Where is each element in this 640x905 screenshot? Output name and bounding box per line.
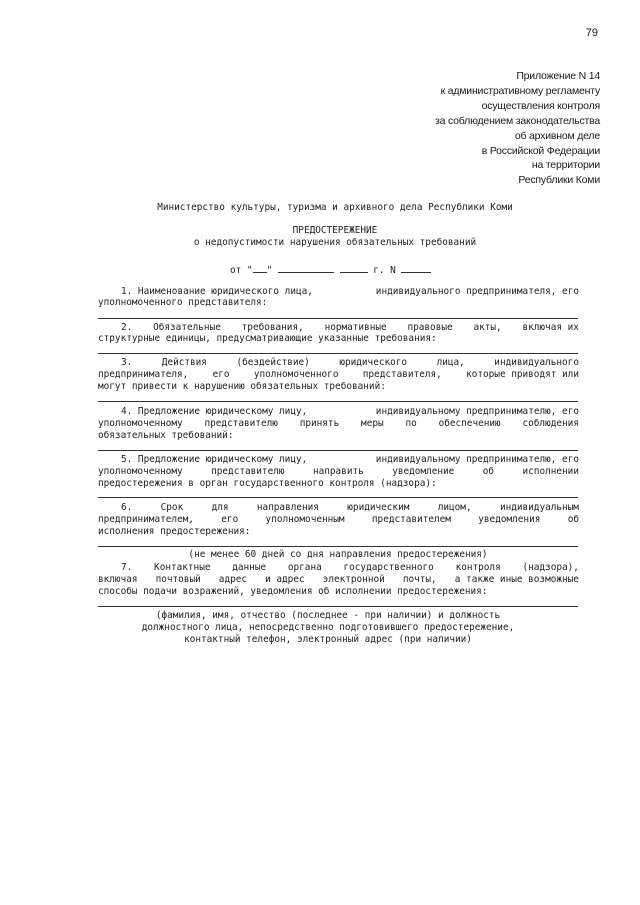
fill-line bbox=[98, 401, 578, 402]
signature-caption-line: контактный телефон, электронный адрес (при наличии) bbox=[184, 634, 472, 645]
document-title: ПРЕДОСТЕРЕЖЕНИЕ bbox=[292, 225, 378, 236]
date-quote: " bbox=[266, 265, 273, 276]
year-blank bbox=[340, 263, 368, 273]
item-7-line-1: 7. Контактные данные органа государственного контроля (надзора), bbox=[121, 562, 579, 573]
item-5-line-1: 5. Предложение юридическому лицу, индивидуальному предпринимателю, его bbox=[121, 454, 579, 465]
page-number: 79 bbox=[585, 27, 598, 39]
appendix-line: осуществления контроля bbox=[481, 99, 600, 112]
item-1-line-2: уполномоченного представителя: bbox=[98, 297, 268, 308]
item-2-line-1: 2. Обязательные требования, нормативные правовые акты, включая их bbox=[121, 322, 579, 333]
appendix-line: к административному регламенту bbox=[440, 84, 600, 97]
fill-line bbox=[98, 546, 578, 547]
item-7-line-3: способы подачи возражений, уведомления об исполнении предостережения: bbox=[98, 586, 488, 597]
item-3-line-2: предпринимателя, его уполномоченного представителя, которые приводят или bbox=[98, 369, 579, 380]
item-6-line-2: предпринимателем, его уполномоченным представителем уведомления об bbox=[98, 514, 579, 525]
item-4-line-1: 4. Предложение юридическому лицу, индивидуальному предпринимателю, его bbox=[121, 406, 579, 417]
fill-line bbox=[98, 353, 578, 354]
item-6-note: (не менее 60 дней со дня направления предостережения) bbox=[188, 549, 488, 560]
date-number-line bbox=[230, 263, 431, 276]
ministry-name: Министерство культуры, туризма и архивного дела Республики Коми bbox=[157, 202, 513, 213]
item-5-line-3: предостережения в орган государственного контроля (надзора): bbox=[98, 478, 437, 489]
signature-caption-line: должностного лица, непосредственно подготовившего предостережение, bbox=[141, 622, 515, 633]
item-7-line-2: включая почтовый адрес и адрес электронной почты, а также иные возможные bbox=[98, 574, 579, 585]
item-5-line-2: уполномоченному представителю направить уведомление об исполнении bbox=[98, 466, 579, 477]
item-3-line-3: могут привести к нарушению обязательных требований: bbox=[98, 381, 386, 392]
fill-line bbox=[98, 318, 578, 319]
appendix-line: на территории bbox=[531, 159, 600, 172]
item-6-line-1: 6. Срок для направления юридическим лицом, индивидуальным bbox=[121, 502, 579, 513]
fill-line bbox=[98, 606, 578, 607]
appendix-line: об архивном деле bbox=[514, 129, 600, 142]
day-blank bbox=[253, 263, 267, 273]
fill-line bbox=[98, 497, 578, 498]
month-blank bbox=[278, 263, 334, 273]
appendix-line: Приложение N 14 bbox=[516, 70, 600, 82]
year-number-label: г. N bbox=[373, 265, 396, 276]
item-4-line-2: уполномоченному представителю принять меры по обеспечению соблюдения bbox=[98, 418, 579, 429]
date-from-label: от " bbox=[230, 265, 253, 276]
item-2-line-2: структурные единицы, предусматривающие указанные требования: bbox=[98, 333, 437, 344]
fill-line bbox=[98, 450, 578, 451]
signature-caption-line: (фамилия, имя, отчество (последнее - при наличии) и должность bbox=[155, 610, 501, 621]
appendix-header bbox=[435, 69, 600, 188]
number-blank bbox=[401, 263, 431, 273]
item-6-line-3: исполнения предостережения: bbox=[98, 526, 251, 537]
appendix-line: Республики Коми bbox=[518, 174, 600, 187]
document-subtitle: о недопустимости нарушения обязательных требований bbox=[193, 237, 477, 248]
item-4-line-3: обязательных требований: bbox=[98, 430, 234, 441]
item-1-line-1: 1. Наименование юридического лица, индивидуального предпринимателя, его bbox=[121, 286, 579, 297]
appendix-line: за соблюдением законодательства bbox=[435, 114, 600, 127]
item-3-line-1: 3. Действия (бездействие) юридического лица, индивидуального bbox=[121, 357, 579, 368]
appendix-line: в Российской Федерации bbox=[481, 144, 600, 157]
